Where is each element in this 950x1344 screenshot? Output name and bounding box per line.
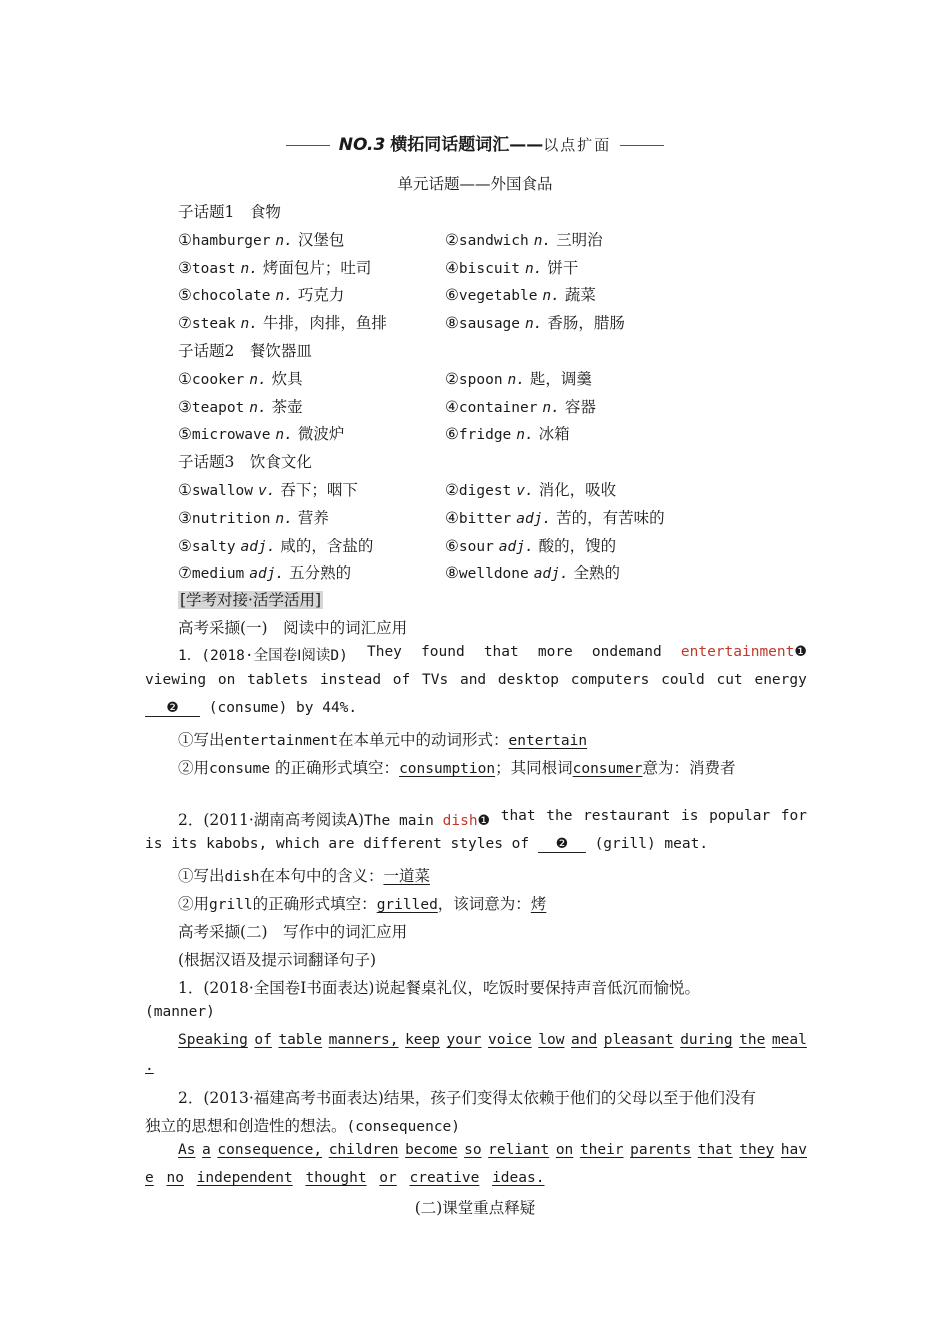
vocab-num: ③ <box>178 398 192 416</box>
vocab-num: ③ <box>178 509 192 527</box>
vocab-meaning: 苦的，有苦味的 <box>556 509 665 527</box>
vocab-num: ⑥ <box>445 425 459 443</box>
vocab-word: digest <box>458 483 512 499</box>
vocab-item <box>445 534 616 556</box>
footer-heading: (二)课堂重点释疑 <box>414 1199 536 1217</box>
writing-instruction: (根据汉语及提示词翻译句子) <box>178 951 377 969</box>
answer: grilled <box>376 897 438 913</box>
vocab-num: ④ <box>445 398 459 416</box>
vocab-item <box>445 395 596 417</box>
vocab-pos: n. <box>542 288 560 304</box>
vocab-item <box>445 367 592 389</box>
vocab-pos: n. <box>524 261 543 277</box>
vocab-meaning: 巧克力 <box>297 286 345 304</box>
vocab-meaning: 匙，调羹 <box>529 370 592 388</box>
vocab-word: steak <box>191 316 236 332</box>
highlight-word: dish <box>442 813 478 829</box>
answer: entertain <box>508 733 588 749</box>
vocab-meaning: 微波炉 <box>297 425 345 443</box>
vocab-word: swallow <box>191 483 254 499</box>
reading-q1-line3: ❷ (consume) by 44%. <box>145 700 807 717</box>
vocab-item <box>178 561 351 583</box>
reading-q1-sub2: ②用consume 的正确形式填空：consumption；其同根词consumer意为：消费者 <box>178 759 736 777</box>
vocab-word: toast <box>191 261 236 277</box>
vocab-word: salty <box>191 539 236 555</box>
vocab-meaning: 蔬菜 <box>564 286 596 304</box>
writing-q1-prompt: 1．(2018·全国卷Ⅰ书面表达)说起餐桌礼仪，吃饭时要保持声音低沉而愉悦。 <box>178 979 700 997</box>
subtopic-heading: 子话题3 饮食文化 <box>178 453 312 471</box>
vocab-pos: n. <box>542 400 560 416</box>
vocab-pos: n. <box>240 316 258 332</box>
vocab-meaning: 三明治 <box>556 231 603 249</box>
vocab-pos: n. <box>507 372 525 388</box>
reading-q1-sub1: ①写出entertainment在本单元中的动词形式：entertain <box>178 731 588 749</box>
practice-tag: [学考对接·活学活用] <box>180 591 322 609</box>
reading-q2-sub1: ①写出dish在本句中的含义：一道菜 <box>178 867 430 885</box>
section-number: NO.3 <box>338 135 386 155</box>
vocab-meaning: 牛排，肉排，鱼排 <box>262 314 387 332</box>
section-title: NO.3 横拓同话题词汇——以点扩面 <box>0 130 950 155</box>
vocab-meaning: 容器 <box>564 398 596 416</box>
vocab-item <box>445 283 596 305</box>
vocab-meaning: 全熟的 <box>573 564 621 582</box>
vocab-word: container <box>458 400 538 416</box>
vocab-item <box>445 311 625 333</box>
vocab-meaning: 茶壶 <box>271 398 303 416</box>
vocab-word: welldone <box>458 566 529 582</box>
answer: 一道菜 <box>383 867 430 885</box>
vocab-word: sandwich <box>458 233 529 249</box>
vocab-pos: adj. <box>516 511 552 527</box>
vocab-item <box>178 228 344 250</box>
vocab-word: microwave <box>191 427 271 443</box>
writing-q2-prompt: 2．(2013·福建高考书面表达)结果，孩子们变得太依赖于他们的父母以至于他们没有 <box>178 1089 756 1107</box>
vocab-item <box>445 478 616 500</box>
vocab-item <box>178 395 303 417</box>
vocab-pos: n. <box>275 288 293 304</box>
vocab-pos: v. <box>516 483 534 499</box>
vocab-word: biscuit <box>458 261 521 277</box>
answer-blank[interactable]: ❷ <box>538 836 586 853</box>
vocab-meaning: 吞下；咽下 <box>280 481 358 499</box>
vocab-meaning: 汉堡包 <box>297 231 345 249</box>
answer: consumption <box>399 761 496 777</box>
vocab-word: fridge <box>458 427 512 443</box>
vocab-num: ⑤ <box>178 425 192 443</box>
reading-heading: 高考采撷(一) 阅读中的词汇应用 <box>178 619 408 637</box>
vocab-word: sour <box>458 539 494 555</box>
vocab-meaning: 酸的，馊的 <box>538 537 617 555</box>
vocab-num: ⑦ <box>178 314 192 332</box>
vocab-item <box>178 422 344 444</box>
vocab-word: bitter <box>458 511 512 527</box>
vocab-pos: n. <box>240 261 258 277</box>
vocab-item <box>178 367 303 389</box>
vocab-num: ⑤ <box>178 537 192 555</box>
vocab-item <box>178 256 371 278</box>
subtopic-heading: 子话题1 食物 <box>178 203 281 221</box>
vocab-num: ② <box>445 370 459 388</box>
vocab-num: ① <box>178 481 192 499</box>
vocab-pos: v. <box>257 483 276 499</box>
reading-q2-line1: 2．(2011·湖南高考阅读A)The main dish❶ that the restaurant is popular for <box>178 808 807 829</box>
reading-q1-line1: 1．(2018·全国卷Ⅰ阅读D) They found that more ondemand entertainment❶ <box>145 644 807 665</box>
vocab-meaning: 饼干 <box>547 259 579 277</box>
vocab-pos: n. <box>275 427 293 443</box>
vocab-word: chocolate <box>191 288 271 304</box>
vocab-meaning: 五分熟的 <box>289 564 352 582</box>
vocab-meaning: 冰箱 <box>538 425 570 443</box>
vocab-pos: adj. <box>533 566 569 582</box>
vocab-word: teapot <box>191 400 245 416</box>
vocab-num: ② <box>445 481 459 499</box>
highlight-word: entertainment <box>680 644 795 660</box>
answer-blank[interactable]: ❷ <box>145 700 200 717</box>
vocab-pos: adj. <box>498 539 534 555</box>
vocab-pos: n. <box>516 427 534 443</box>
answer: 烤 <box>530 895 547 913</box>
vocab-word: vegetable <box>458 288 538 304</box>
vocab-num: ① <box>178 231 192 249</box>
vocab-num: ⑥ <box>445 286 459 304</box>
vocab-item <box>445 561 620 583</box>
vocab-word: cooker <box>191 372 245 388</box>
vocab-num: ① <box>178 370 192 388</box>
vocab-num: ⑧ <box>445 564 459 582</box>
vocab-num: ⑤ <box>178 286 192 304</box>
section-title-text: 横拓同话题词汇 <box>390 135 510 155</box>
reading-q1-line2: viewing on tablets instead of TVs and desktop computers could cut energy <box>145 672 807 688</box>
vocab-num: ③ <box>178 259 192 277</box>
vocab-word: hamburger <box>191 233 271 249</box>
vocab-meaning: 咸的，含盐的 <box>280 537 374 555</box>
writing-q1-answer: Speaking of table manners, keep your voice low and pleasant during the meal <box>178 1032 807 1048</box>
vocab-meaning: 烤面包片；吐司 <box>262 259 372 277</box>
writing-q1-hint: (manner) <box>145 1004 215 1020</box>
writing-q2-answer: As a consequence, children become so reliant on their parents that they hav <box>178 1142 807 1158</box>
vocab-num: ⑥ <box>445 537 459 555</box>
vocab-item <box>178 506 329 528</box>
vocab-word: spoon <box>458 372 503 388</box>
writing-q2-prompt-cont: 独立的思想和创造性的想法。(consequence) <box>145 1117 461 1135</box>
writing-q1-answer-end: . <box>145 1058 154 1074</box>
unit-topic: 单元话题——外国食品 <box>397 175 553 193</box>
vocab-meaning: 消化，吸收 <box>538 481 617 499</box>
vocab-pos: n. <box>524 316 543 332</box>
title-right-rule <box>620 145 664 146</box>
vocab-meaning: 香肠，腊肠 <box>547 314 625 332</box>
vocab-num: ④ <box>445 509 459 527</box>
vocab-item <box>445 506 665 528</box>
q1-source: 1．(2018·全国卷Ⅰ阅读D) <box>178 648 348 664</box>
answer: consumer <box>572 761 643 777</box>
vocab-item <box>445 422 570 444</box>
vocab-pos: n. <box>533 233 552 249</box>
vocab-item <box>178 478 358 500</box>
vocab-word: sausage <box>458 316 521 332</box>
vocab-item <box>445 228 603 250</box>
subtopic-heading: 子话题2 餐饮器皿 <box>178 342 312 360</box>
vocab-item <box>178 534 373 556</box>
section-subtitle: 以点扩面 <box>543 136 612 154</box>
vocab-word: medium <box>191 566 245 582</box>
vocab-pos: adj. <box>249 566 285 582</box>
vocab-meaning: 炊具 <box>271 370 303 388</box>
writing-heading: 高考采撷(二) 写作中的词汇应用 <box>178 923 408 941</box>
vocab-num: ② <box>445 231 459 249</box>
mark-1: ❶ <box>794 644 807 660</box>
vocab-pos: n. <box>275 511 293 527</box>
vocab-num: ⑧ <box>445 314 459 332</box>
vocab-pos: n. <box>249 400 267 416</box>
vocab-meaning: 营养 <box>297 509 329 527</box>
vocab-num: ⑦ <box>178 564 192 582</box>
reading-q2-sub2: ②用grill的正确形式填空：grilled，该词意为：烤 <box>178 895 547 913</box>
mark-1: ❶ <box>477 813 491 829</box>
title-left-rule <box>286 145 330 146</box>
vocab-word: nutrition <box>191 511 271 527</box>
vocab-item <box>178 283 344 305</box>
vocab-pos: n. <box>249 372 267 388</box>
vocab-item <box>178 311 387 333</box>
vocab-item <box>445 256 578 278</box>
vocab-pos: n. <box>275 233 293 249</box>
reading-q2-line2: is its kabobs, which are different styles of ❷ (grill) meat. <box>145 836 709 852</box>
vocab-pos: adj. <box>240 539 276 555</box>
vocab-num: ④ <box>445 259 459 277</box>
writing-q2-answer-cont: e no independent thought or creative ideas. <box>145 1170 545 1186</box>
